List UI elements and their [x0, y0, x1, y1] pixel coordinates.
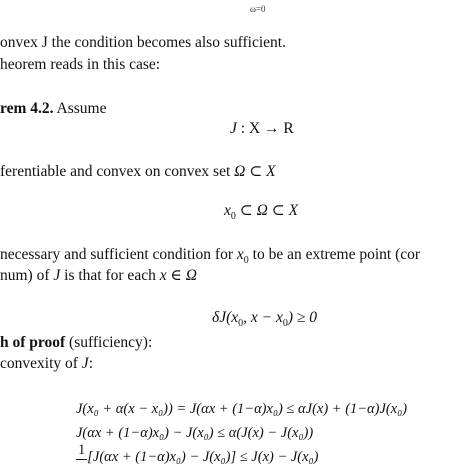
equation-convexity-3 [76, 442, 319, 467]
math-run: J [81, 355, 89, 372]
text-run: to be an extreme point (cor [248, 246, 421, 263]
math-run: δJ(x [212, 309, 239, 326]
text-run: ferentiable and convex on convex set [0, 163, 235, 180]
math-run: [J(αx + (1−α)x₀) − J(x₀)] ≤ J(x) − J(x₀) [87, 449, 319, 465]
text-run: num) of [0, 267, 54, 284]
fraction-numerator: 1 [78, 442, 86, 458]
subscript: 0 [282, 318, 288, 329]
math-run: x ∈ Ω [159, 267, 198, 284]
equation-convexity-2: J(αx + (1−α)x₀) − J(x₀) ≤ α(J(x) − J(x₀)) [76, 425, 314, 441]
subscript: 0 [230, 211, 236, 222]
text-run: convexity of [0, 355, 82, 372]
equation-map [230, 120, 294, 138]
math-run: Ω ⊂ X [234, 163, 276, 180]
math-run: ⊂ Ω ⊂ X [235, 202, 299, 219]
text-run: is that for each [60, 267, 160, 284]
math-run: ) ≥ 0 [287, 309, 318, 326]
text-run: : [88, 355, 93, 372]
text-run: (sufficiency): [65, 334, 153, 351]
math-run: J [53, 267, 61, 284]
proof-label: h of proof [0, 334, 66, 351]
text-run: necessary and sufficient condition for [0, 246, 237, 263]
paragraph-line: heorem reads in this case: [0, 56, 161, 73]
theorem-heading [0, 100, 107, 118]
equation-delta [212, 309, 317, 333]
equation-fragment-top: ω=0 [250, 4, 266, 14]
paragraph-line [0, 355, 93, 373]
theorem-assume-text: Assume [53, 100, 107, 117]
math-run: x [236, 246, 244, 263]
subscript: 0 [243, 255, 249, 266]
equation-convexity-1: J(x₀ + α(x − x₀)) = J(αx + (1−α)x₀) ≤ αJ(x) + (1−α)J(x₀) [76, 401, 408, 417]
subscript: 0 [238, 318, 244, 329]
paragraph-line [0, 267, 197, 285]
paragraph-line [0, 163, 276, 181]
theorem-label: rem 4.2. [0, 100, 54, 117]
eq-symbol: J [230, 120, 237, 137]
paragraph-line: onvex J the condition becomes also sufficient. [0, 34, 286, 51]
proof-heading [0, 334, 152, 352]
math-run: x [224, 202, 231, 219]
equation-subset [224, 202, 298, 226]
math-run: , x − x [243, 309, 283, 326]
eq-text: : X → R [236, 120, 294, 137]
